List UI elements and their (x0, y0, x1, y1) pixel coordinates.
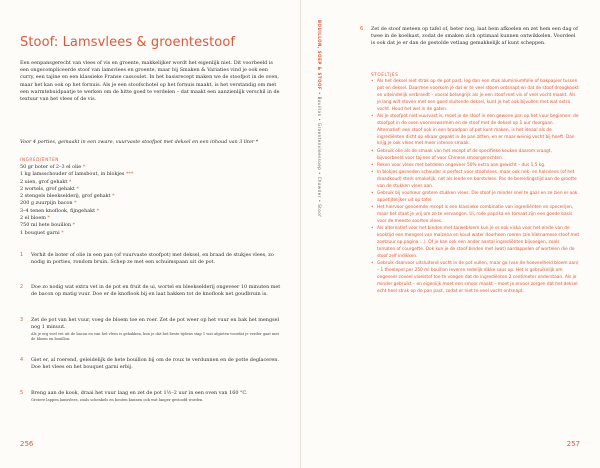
step-number: 4 (20, 357, 24, 363)
step-number: 5 (20, 390, 24, 396)
ingredient-item: 2 el bloem * (20, 215, 50, 222)
step-note: Als je erg veel vet uit de bacon en van het vlees is gebakken, kun je dat het beste tijdens stap 1 wat afgieten voordat je verder gaat met de bloem en bouillon. (31, 332, 279, 342)
tips-heading: STOELTJES (371, 72, 399, 77)
running-head-sections: • Bouillon • Groentenvleessoep • Chowder • Stoof (317, 90, 322, 218)
step-number: 1 (20, 252, 24, 258)
ingredient-item: 2 wortels, grof gehakt * (20, 185, 79, 192)
running-head (314, 20, 324, 250)
page-number-right: 257 (566, 440, 580, 448)
step-number: 3 (20, 317, 24, 323)
ingredient-item: 200 g zuurpijn bacon * (20, 200, 77, 207)
ingredients-list (20, 164, 133, 237)
ingredient-item: 50 gr boter of 2–3 el olie * (20, 164, 86, 170)
ingredient-item: 1 kg lamsschouder of lamsbout, in blokjes *** (20, 171, 134, 178)
method-step-3 (20, 317, 282, 342)
ingredients-heading: INGREDIËNTEN (20, 157, 59, 162)
step-number: 6 (360, 26, 364, 32)
tip-item: • In blokjes gesneden schouder is perfect voor stoofvlees, maar ook nek- en halsvlees (of het draadkoud) sterk smakelijk, net als lende en borstvlees. Pas de bereidingstijd aan de grootte van de stukken vlees aan. (371, 170, 579, 191)
recipe-title: Stoof: Lamsvlees & groentestoof (20, 34, 236, 50)
step-text: Verhit de boter of olie in een pan (of vuurvaste stoofpot) met deksel, en braad de stukjes vlees, zo nodig in porties, rondom bruin. Schep ze met een schuimspaan uit de pot. (31, 252, 274, 266)
tip-item: • Gebruik bij voorkeur grotere stukken vlees. Die stoof je minder snel te gaar en ze zien er ook appetijtelijker uit op tafel. (371, 191, 579, 205)
ingredient-item: 750 ml hete bouillon * (20, 222, 76, 229)
method-step-2 (20, 284, 282, 298)
step-text: Zet de pot van het vuur, voeg de bloem toe en roer. Zet de pot weer op het vuur en bak het mengsel nog 1 minuut. (31, 317, 280, 331)
ingredient-item: 2 stengels bleekselderij, grof gehakt * (20, 193, 115, 200)
method-step-1 (20, 252, 282, 266)
step-note: Grotere lappen lamsvlees, zoals schenkels en bouten kunnen ook wat langer gestoofd worden. (31, 398, 204, 403)
method-step-6 (360, 26, 578, 48)
tips-list (371, 79, 579, 296)
tip-item: • Gebruik daarvoor uitsluitend vocht in de pot vullen, maar ga (van de hoeveelheid bloem aan) – 1 theelepel per 250 ml bouillon leveren redelijk dikke saus op. Het is gebruikelijk om ongeveer zoveel vloeistof toe te voegen dat de ingrediënten 2 centimeter onderstaan. Als je minder gebruikt – en eigenlijk moet een smoor maakt – moet je ervoor zorgen dat het deksel echt heel strak op de pan past, zodat er niet te veel vocht ontsnapt. (371, 261, 579, 296)
step-text: Doe zo nodig wat extra vet in de pot en fruit de ui, wortel en bleekselderij ongeveer 10 minuten met de bacon op matig vuur. Doe er de knoflook bij en laat bakken tot de knoflook net goudbruin is. (31, 284, 281, 298)
ingredient-item: 3–4 tenen knoflook, fijngehakt * (20, 207, 100, 214)
intro-paragraph: Een eenpansgerecht van vlees of vis en groente, makkelijker wordt het eigenlijk niet. Dit voorbeeld is een ongecompliceerde stoof van lamsvlees en groente, maar bij Smaken & Variaties vind je ook een curry, een tajine en een klassieke Franse cassoulet. In het basisrecept maken we de stoofpot in de oven, maar het kan ook op het fornuis. Als je een stoofschotel op het fornuis maakt, is het verstandig om met een warmtebuidpaatje te werken om de hitte goed te verdelen – dat maakt een aanzienlijk verschil in de textuur van het vlees of de vis. (20, 60, 280, 103)
tip-item: • Als het deksel niet strak op de pot past, leg dan een stuk aluminiumfolie of bakpapier tussen pot en deksel. Daarmee voorkom je dat er te veel stoom ontsnapt en dat de stoof droogkookt en uiteindelijk verbrandt – vooral belangrijk als je een stoof met vis of veel vocht maakt. Als je lang wilt stoven met een goed sluitende deksel, kunt je het ook bijvullen met wat extra vocht. Houd het wel in de gaten. (371, 79, 579, 114)
ingredient-item: 1 bouquet garni * (20, 229, 64, 236)
method-step-5 (20, 390, 282, 403)
step-text: Zet de stoof meteen op tafel of, beter nog, laat hem afkoelen en zet hem een dag of twee in de koelkast, zodat de smaken zich optimaal kunnen ontwikkelen. Voordeel is ook dat je er dan de gestolde vetlaag gemakkelijk af kunt scheppen. (371, 26, 578, 47)
running-head-label: BOUILLON, SOEP & STOOF (317, 20, 322, 91)
ingredient-item: 2 uien, grof gehakt * (20, 178, 72, 185)
step-number: 2 (20, 284, 24, 290)
tip-item: • Als je stoofpot niet vuurvast is, moet je de stoof in een gewone pan op het vuur beginnen: de stoofpot in de oven voorverwarmen en de stoof met de deksel op 1 uur doorgaan. Alternatief: een stoof ook in een braadpan of pot kunt maken, is het ideaal als de ingrediënten dicht op elkaar gepakt in de pan zitten, en er maar weinig vocht bij hoeft. Dan krijg je ook vlees met meer intense smaak. (371, 114, 579, 149)
tip-item: • Het hiervoor genoemde recept is een klassieke combinatie van ingrediënten en specerijen, maar het staat je vrij om ze te vervangen. Ui, rode paprika en tomaat zijn een goede basis voor de meeste soorten vlees. (371, 205, 579, 226)
step-text: Giet er, al roerend, geleidelijk de hete bouillon bij om de roux te verdunnen en de potte deglaceren. Doe het vlees en het bouquet garni erbij. (31, 357, 280, 371)
page-number-left: 256 (20, 440, 34, 448)
tip-item: • Reken voor vlees met botdelen ongeveer 50% extra aan gewicht – dus 1,5 kg. (371, 163, 579, 170)
tip-item: • Gebruik olie als de smaak van het recept of de specifieke keuken daarom vraagt, bijvoorbeeld voor tajines of voor Chinese smoorgerechten. (371, 149, 579, 163)
step-text: Breng aan de kook, draai het vuur laag en zet de pot 1½–2 uur in een oven van 160 °C. (31, 390, 248, 396)
yield-note: Voor 4 porties, gemaakt in een zware, vuurvaste stoofpot met deksel en een inhoud van 3 liter * (20, 139, 259, 145)
method-step-4 (20, 357, 282, 371)
tip-item: • Als alternatief voor het binden met tarwebloem kun je er ook viska voor het einde van de kooktijd een mengsel van maizena en koud water doorheen roeren (zie Vietnamese stoof met zoetzuur op pagina ...). Of je kan ook een ander aantal ingrediënten bijvoegen, zoals tomaten of courgette. Ook kun je de stoof binden met (wat) aardappelen of wortelen die de stoof zelf indikken. (371, 226, 579, 261)
